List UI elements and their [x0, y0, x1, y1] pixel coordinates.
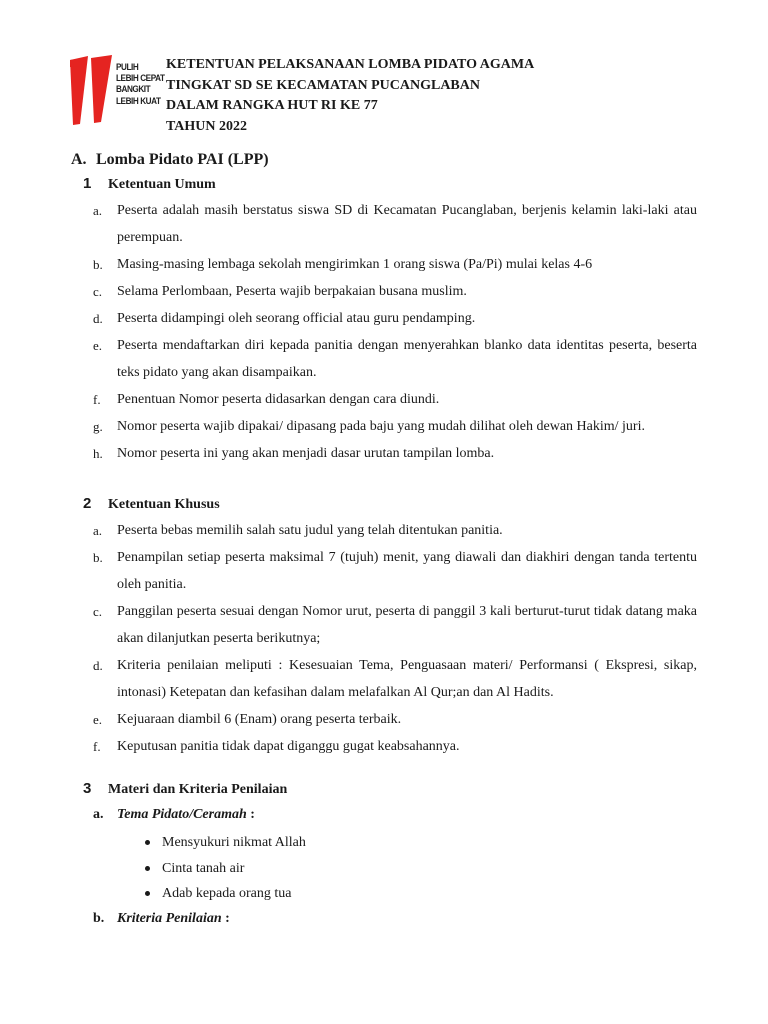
logo-line: BANGKIT: [116, 84, 151, 96]
list-item-text: Peserta bebas memilih salah satu judul yang telah ditentukan panitia.: [117, 523, 503, 538]
list-item-text: Penentuan Nomor peserta didasarkan dengan cara diundi.: [117, 392, 440, 407]
list-item: [93, 706, 697, 733]
item-title: Kriteria Penilaian: [117, 911, 222, 926]
section-a-heading: [71, 151, 269, 169]
list-marker: h.: [93, 446, 103, 461]
kriteria-penilaian-heading: [93, 911, 230, 927]
subsection-title: Materi dan Kriteria Penilaian: [108, 782, 288, 797]
bullet-icon: [145, 891, 150, 896]
title-line: KETENTUAN PELAKSANAAN LOMBA PIDATO AGAMA: [166, 57, 535, 72]
tema-list: [145, 830, 306, 907]
list-item: [93, 598, 697, 652]
list-item-text: Keputusan panitia tidak dapat diganggu gugat keabsahannya.: [117, 739, 460, 754]
list-item: [93, 305, 697, 332]
list-item-text: Kejuaraan diambil 6 (Enam) orang peserta terbaik.: [117, 712, 402, 727]
subsection-number: 3: [83, 780, 92, 797]
list-marker: a.: [93, 203, 103, 218]
list-item-text: Peserta adalah masih berstatus siswa SD di Kecamatan Pucanglaban, berjenis kelamin laki-laki atau perempuan.: [117, 203, 697, 245]
title-line: TAHUN 2022: [166, 118, 248, 134]
subsection-title: Ketentuan Umum: [108, 177, 216, 192]
subsection-title: Ketentuan Khusus: [108, 497, 220, 512]
list-item-text: Cinta tanah air: [162, 860, 245, 876]
item-label: b.: [93, 911, 105, 926]
subsection-2-heading: [83, 495, 220, 513]
tema-pidato-heading: [93, 807, 255, 823]
item-label: a.: [93, 807, 104, 822]
list-item-text: Nomor peserta ini yang akan menjadi dasar urutan tampilan lomba.: [117, 446, 495, 461]
list-marker: d.: [93, 311, 103, 326]
subsection-1-heading: [83, 175, 216, 193]
list-item: [145, 856, 306, 882]
list-marker: f.: [93, 392, 101, 407]
list-item-text: Mensyukuri nikmat Allah: [162, 835, 306, 850]
list-item: [93, 413, 697, 440]
subsection-3-heading: [83, 780, 287, 798]
logo-77-icon: [66, 52, 116, 128]
list-item: [93, 544, 697, 598]
document-title: [166, 55, 534, 137]
list-item: [93, 386, 697, 413]
list-marker: a.: [93, 523, 103, 538]
list-marker: c.: [93, 284, 103, 299]
list-item: [145, 830, 306, 856]
logo-line: PULIH: [116, 62, 139, 73]
list-item-text: Peserta didampingi oleh seorang official atau guru pendamping.: [117, 311, 476, 326]
title-line: DALAM RANGKA HUT RI KE 77: [166, 98, 378, 113]
list-item: [93, 278, 697, 305]
item-colon: :: [221, 911, 230, 926]
ketentuan-khusus-list: [93, 517, 697, 760]
list-item: [145, 881, 306, 907]
bullet-icon: [145, 866, 150, 871]
list-item-text: Nomor peserta wajib dipakai/ dipasang pada baju yang mudah dilihat oleh dewan Hakim/ juri.: [117, 419, 645, 434]
item-title: Tema Pidato/Ceramah: [117, 807, 247, 822]
section-title: Lomba Pidato PAI (LPP): [96, 151, 269, 168]
hut-ri-77-logo: [66, 52, 170, 128]
list-marker: f.: [93, 739, 101, 754]
subsection-number: 2: [83, 495, 92, 512]
list-marker: g.: [93, 419, 103, 434]
logo-tagline: [116, 62, 165, 107]
bullet-icon: [145, 840, 150, 845]
list-item-text: Selama Perlombaan, Peserta wajib berpakaian busana muslim.: [117, 284, 467, 299]
section-letter: A.: [71, 151, 87, 168]
list-item: [93, 440, 697, 467]
list-marker: e.: [93, 712, 103, 727]
list-item: [93, 733, 697, 760]
list-item-text: Penampilan setiap peserta maksimal 7 (tujuh) menit, yang diawali dan diakhiri dengan tanda tertentu oleh panitia.: [117, 550, 697, 592]
list-marker: e.: [93, 338, 103, 353]
list-item: [93, 652, 697, 706]
list-item-text: Panggilan peserta sesuai dengan Nomor urut, peserta di panggil 3 kali berturut-turut tidak datang maka akan dilanjutkan peserta berikutnya;: [117, 604, 697, 646]
logo-line: LEBIH CEPAT: [116, 73, 165, 85]
list-item: [93, 251, 697, 278]
subsection-number: 1: [83, 175, 92, 192]
list-item: [93, 517, 697, 544]
list-marker: d.: [93, 658, 103, 673]
logo-line: LEBIH KUAT: [116, 95, 161, 107]
ketentuan-umum-list: [93, 197, 697, 467]
list-item: [93, 332, 697, 386]
list-item-text: Adab kepada orang tua: [162, 886, 292, 901]
list-marker: b.: [93, 257, 103, 272]
list-item-text: Masing-masing lembaga sekolah mengirimkan 1 orang siswa (Pa/Pi) mulai kelas 4-6: [117, 257, 593, 272]
list-item-text: Peserta mendaftarkan diri kepada panitia dengan menyerahkan blanko data identitas peserta, beserta teks pidato yang akan disampaikan.: [117, 338, 697, 380]
title-line: TINGKAT SD SE KECAMATAN PUCANGLABAN: [166, 77, 480, 93]
list-marker: b.: [93, 550, 103, 565]
list-item-text: Kriteria penilaian meliputi : Kesesuaian Tema, Penguasaan materi/ Performansi ( Ekspresi, sikap, intonasi) Ketepatan dan kefasihan dalam melafalkan Al Qur;an dan Al Hadits.: [117, 658, 697, 700]
item-colon: :: [246, 807, 255, 822]
list-marker: c.: [93, 604, 103, 619]
list-item: [93, 197, 697, 251]
